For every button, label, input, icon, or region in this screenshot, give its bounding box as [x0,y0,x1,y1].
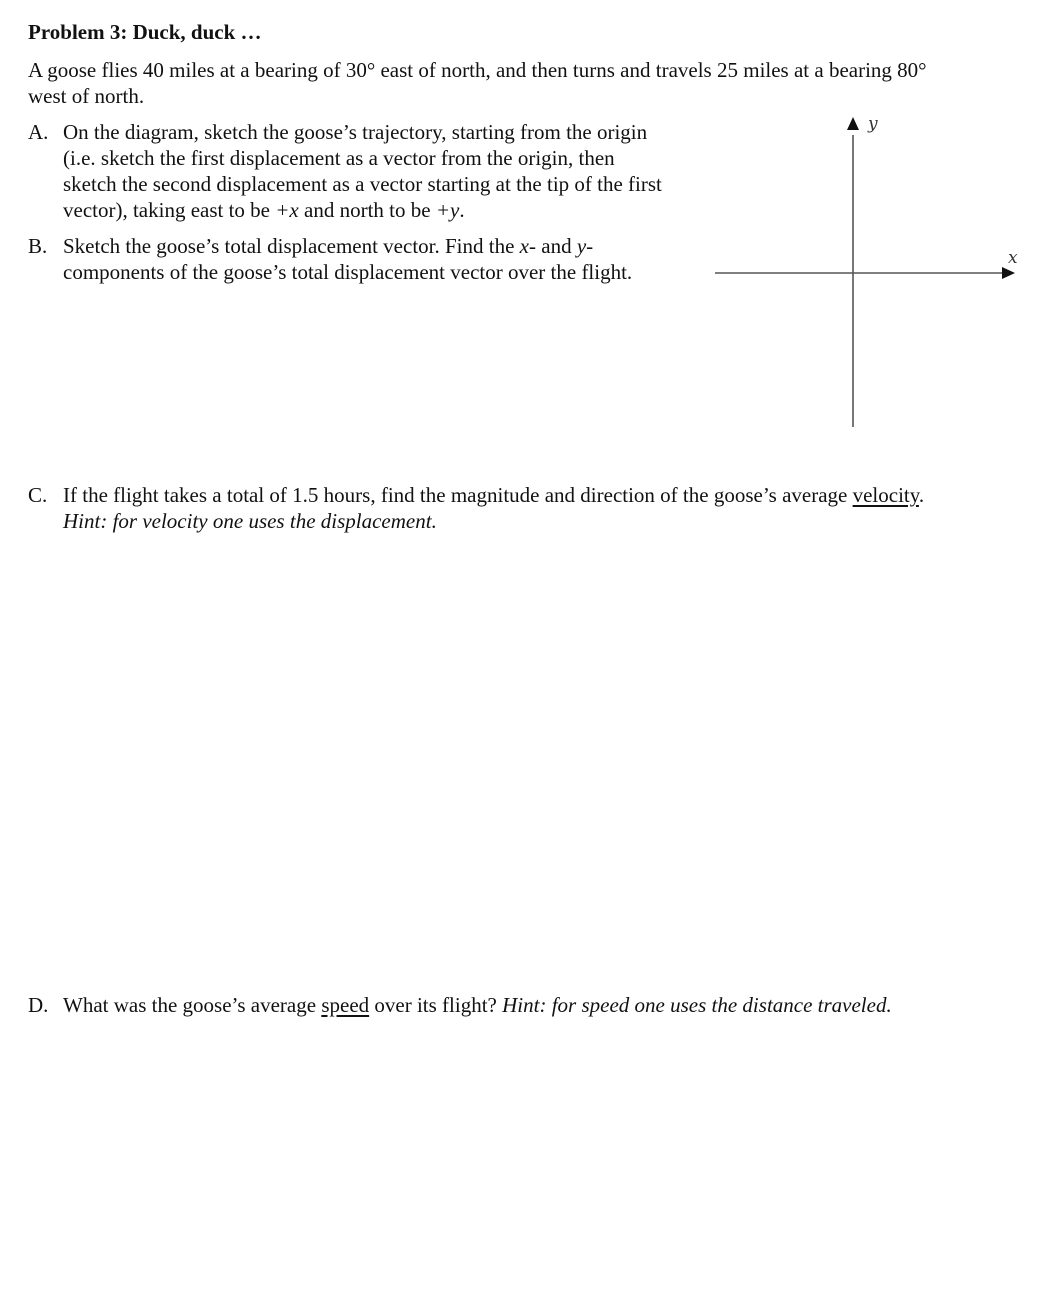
part-c-hint: Hint: for velocity one uses the displacement. [63,509,437,533]
part-a-line-4-end: . [459,198,465,222]
part-c [28,482,928,534]
y-var-math: y [576,234,587,258]
part-b [28,233,708,285]
y-axis-arrowhead [847,117,859,130]
part-a-line-3: sketch the second displacement as a vector starting at the tip of the first [63,172,662,196]
x-var-math: x [519,234,529,258]
part-b-line-1 [63,233,708,259]
coordinate-axes-diagram [700,105,1030,435]
part-a-line-4-middle: and north to be [298,198,436,222]
part-c-letter: C. [28,483,48,507]
plus-y-math: +y [435,198,460,222]
part-b-line-1-start: Sketch the goose’s total displacement vector. Find the [63,234,520,258]
part-a-line-2: (i.e. sketch the first displacement as a vector from the origin, then [63,146,615,170]
x-axis-arrowhead [1002,267,1015,279]
part-b-line-1-end: - [586,234,594,258]
part-b-letter: B. [28,234,48,258]
part-c-text [63,482,928,534]
part-c-period: . [918,483,925,507]
plus-x-math: +x [275,198,299,222]
part-d-question-end: over its flight? [369,993,503,1017]
speed-underlined: speed [321,993,370,1017]
part-d-letter: D. [28,993,49,1017]
part-a-text [63,119,708,223]
part-b-line-2: components of the goose’s total displacement vector over the flight. [63,260,633,284]
part-a-line-4 [63,197,708,223]
x-axis-label: x [1008,248,1018,268]
part-d-hint: Hint: for speed one uses the distance traveled. [502,993,892,1017]
part-c-question: If the flight takes a total of 1.5 hours, find the magnitude and direction of the goose’s average [63,483,848,507]
velocity-underlined: velocity [852,483,919,507]
part-b-text [63,233,708,285]
part-d [28,992,1028,1018]
part-b-line-1-middle: - and [529,234,577,258]
part-a [28,119,708,223]
problem-title: Problem 3: Duck, duck … [28,20,262,44]
part-a-line-4-start: vector), taking east to be [63,198,276,222]
y-axis-label: y [868,114,878,134]
part-a-letter: A. [28,120,49,144]
part-d-text [63,992,1028,1018]
part-a-line-1: On the diagram, sketch the goose’s trajectory, starting from the origin [63,120,648,144]
problem-intro: A goose flies 40 miles at a bearing of 30° east of north, and then turns and travels 25 miles at a bearing 80° west of north. [28,58,927,108]
part-d-question-start: What was the goose’s average [63,993,322,1017]
